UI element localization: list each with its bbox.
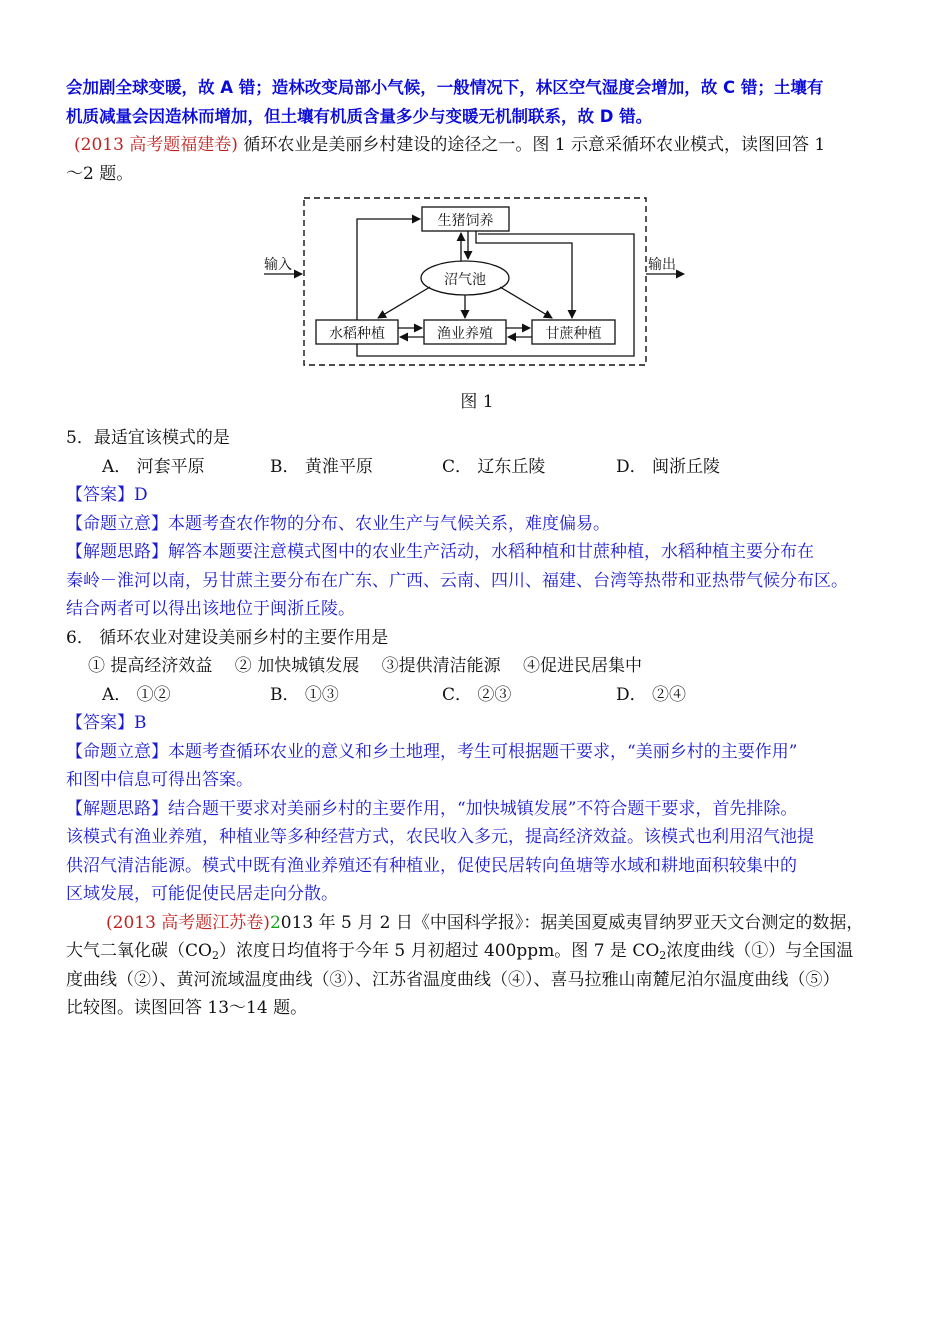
q5-option-a: A． 河套平原 bbox=[102, 456, 205, 477]
jiangsu-line-2a: 大气二氧化碳（CO bbox=[66, 941, 212, 961]
q5-option-d: D． 闽浙丘陵 bbox=[616, 456, 721, 477]
jiangsu-line-2b: ）浓度日均值将于今年 5 月初超过 400ppm。图 7 是 CO bbox=[218, 941, 660, 961]
q6-analysis-2: 该模式有渔业养殖，种植业等多种经营方式，农民收入多元，提高经济效益。该模式也利用沼气池提 bbox=[66, 827, 814, 847]
q5-stem: 5．最适宜该模式的是 bbox=[66, 428, 230, 448]
intro-line-2: 机质减量会因造林而增加，但土壤有机质含量多少与变暖无机制联系，故 D 错。 bbox=[66, 106, 653, 126]
rice-label: 水稻种植 bbox=[329, 326, 385, 342]
jiangsu-line-1 bbox=[66, 909, 888, 938]
q6-option-d: D． ②④ bbox=[616, 684, 687, 705]
q5-option-b: B． 黄淮平原 bbox=[270, 456, 373, 477]
q6-choices: ① 提高经济效益 ② 加快城镇发展 ③提供清洁能源 ④促进民居集中 bbox=[88, 656, 643, 676]
q6-answer: 【答案】B bbox=[66, 713, 147, 733]
input-label: 输入 bbox=[264, 257, 292, 273]
jiangsu-line-4: 比较图。读图回答 13～14 题。 bbox=[66, 998, 308, 1018]
jiangsu-line-3: 度曲线（②）、黄河流域温度曲线（③）、江苏省温度曲线（④）、喜马拉雅山南麓尼泊尔温度曲线（⑤） bbox=[66, 969, 840, 990]
q6-option-a: A． ①② bbox=[102, 684, 171, 705]
arrow-biogas-to-sugarcane bbox=[500, 287, 552, 318]
arrow-biogas-to-rice bbox=[378, 287, 430, 318]
q6-analysis-3: 供沼气清洁能源。模式中既有渔业养殖还有种植业，促使民居转向鱼塘等水域和耕地面积较集中的 bbox=[66, 855, 797, 876]
arrow-rice-to-pig bbox=[357, 219, 420, 320]
fujian-stem bbox=[66, 131, 888, 160]
q5-options bbox=[66, 453, 888, 482]
q6-intent-2: 和图中信息可得出答案。 bbox=[66, 770, 253, 790]
q6-intent-1: 【命题立意】本题考查循环农业的意义和乡土地理，考生可根据题干要求，“美丽乡村的主要作用” bbox=[66, 741, 798, 762]
fish-label: 渔业养殖 bbox=[437, 326, 493, 342]
sugarcane-label: 甘蔗种植 bbox=[545, 326, 602, 342]
q6-option-b: B． ①③ bbox=[270, 684, 339, 705]
document-page bbox=[66, 74, 888, 1023]
jiangsu-line-2c: 浓度曲线（①）与全国温 bbox=[666, 941, 854, 961]
q5-option-c: C． 辽东丘陵 bbox=[442, 456, 546, 477]
co2-subscript: 2 bbox=[211, 949, 219, 962]
q5-intent: 【命题立意】本题考查农作物的分布、农业生产与气候关系，难度偏易。 bbox=[66, 513, 610, 534]
fujian-stem-2: ～2 题。 bbox=[66, 163, 134, 184]
co2-subscript-2: 2 bbox=[659, 949, 667, 962]
jiangsu-year-digit: 2 bbox=[269, 912, 281, 933]
fujian-stem-text: 循环农业是美丽乡村建设的途径之一。图 1 示意采循环农业模式，读图回答 1 bbox=[243, 135, 826, 155]
q6-analysis-1: 【解题思路】结合题干要求对美丽乡村的主要作用，“加快城镇发展”不符合题干要求，首先排除。 bbox=[66, 798, 798, 819]
jiangsu-line-1-text: 013 年 5 月 2 日《中国科学报》：据美国夏威夷冒纳罗亚天文台测定的数据， bbox=[280, 912, 864, 933]
intro-line-1: 会加剧全球变暖，故 A 错；造林改变局部小气候，一般情况下，林区空气湿度会增加，故 C 错；土壤有 bbox=[66, 78, 824, 97]
q5-analysis-3: 结合两者可以得出该地位于闽浙丘陵。 bbox=[66, 599, 355, 619]
output-label: 输出 bbox=[648, 257, 676, 273]
q6-option-c: C． ②③ bbox=[442, 684, 512, 705]
q6-stem: 6． 循环农业对建设美丽乡村的主要作用是 bbox=[66, 627, 389, 648]
figure-caption: 图 1 bbox=[460, 392, 494, 412]
pig-label: 生猪饲养 bbox=[437, 213, 494, 229]
q6-analysis-4: 区域发展，可能促使民居走向分散。 bbox=[66, 884, 338, 904]
q5-analysis-2: 秦岭－淮河以南，另甘蔗主要分布在广东、广西、云南、四川、福建、台湾等热带和亚热带气候分布区。 bbox=[66, 570, 848, 591]
q6-options bbox=[66, 681, 888, 710]
q5-analysis-1: 【解题思路】解答本题要注意模式图中的农业生产活动，水稻种植和甘蔗种植，水稻种植主要分布在 bbox=[66, 542, 814, 562]
jiangsu-line-2 bbox=[66, 937, 888, 966]
q5-answer: 【答案】D bbox=[66, 485, 148, 505]
fujian-source: (2013 高考题福建卷) bbox=[74, 135, 238, 155]
jiangsu-source: (2013 高考题江苏卷) bbox=[106, 912, 270, 933]
cycle-agriculture-diagram bbox=[66, 188, 888, 424]
biogas-label: 沼气池 bbox=[444, 272, 486, 288]
